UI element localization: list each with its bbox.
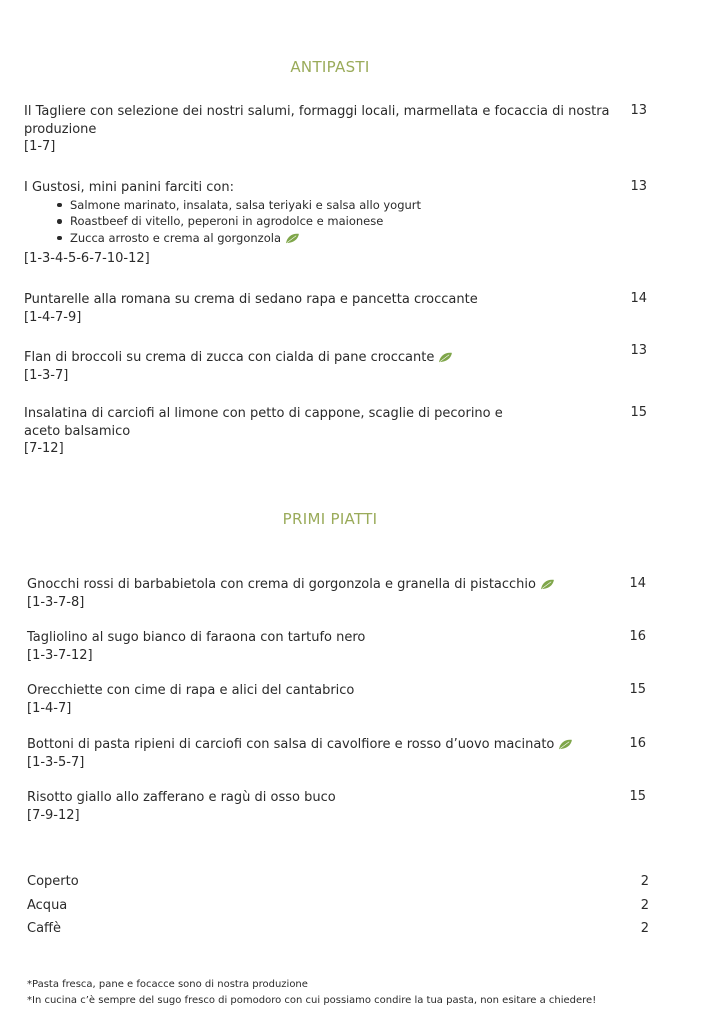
menu-item [27, 789, 617, 824]
leaf-icon [558, 739, 573, 750]
item-description: Orecchiette con cime di rapa e alici del cantabrico [27, 683, 355, 698]
extra-row [27, 921, 649, 945]
menu-item [27, 576, 617, 611]
item-price: 14 [629, 576, 646, 591]
item-description: Bottoni di pasta ripieni di carciofi con salsa di cavolfiore e rosso d’uovo macinato [27, 736, 617, 754]
allergen-codes: [1-4-7-9] [24, 309, 82, 325]
footnote: *In cucina c’è sempre del sugo fresco di pomodoro con cui possiamo condire la tua pasta, non esitare a chiedere! [27, 995, 597, 1006]
leaf-icon [540, 579, 555, 590]
item-price: 15 [630, 405, 647, 420]
leaf-icon [438, 352, 453, 363]
item-description: Flan di broccoli su crema di zucca con cialda di pane croccante [24, 349, 614, 367]
extra-label: Caffè [27, 921, 61, 936]
allergen-codes: [1-3-7-8] [27, 594, 85, 610]
item-description: Gnocchi rossi di barbabietola con crema di gorgonzola e granella di pistacchio [27, 576, 617, 594]
menu-item [27, 736, 617, 771]
menu-item [24, 179, 614, 268]
allergen-codes: [1-3-4-5-6-7-10-12] [24, 251, 150, 266]
item-description: Insalatina di carciofi al limone con petto di cappone, scaglie di pecorino e aceto balsamico [24, 406, 503, 439]
footnote: *Pasta fresca, pane e focacce sono di nostra produzione [27, 979, 308, 990]
allergen-codes: [1-3-5-7] [27, 754, 85, 770]
leaf-icon [285, 233, 300, 244]
allergen-codes: [7-12] [24, 441, 64, 456]
bullet-item: Roastbeef di vitello, peperoni in agrodolce e maionese [70, 213, 614, 230]
item-price: 13 [630, 343, 647, 358]
section-title-primi: PRIMI PIATTI [282, 510, 378, 528]
menu-item [24, 103, 614, 156]
menu-item [27, 682, 617, 717]
menu-item [27, 629, 617, 664]
item-price: 13 [630, 103, 647, 118]
item-description: Tagliolino al sugo bianco di faraona con tartufo nero [27, 630, 366, 645]
item-bullets [24, 197, 614, 247]
item-price: 13 [630, 179, 647, 194]
item-description: Il Tagliere con selezione dei nostri salumi, formaggi locali, marmellata e focaccia di nostra produzione [24, 104, 610, 137]
item-price: 16 [629, 629, 646, 644]
footnotes [27, 977, 596, 1009]
item-price: 16 [629, 736, 646, 751]
extra-row [27, 898, 649, 922]
extra-price: 2 [640, 874, 649, 889]
item-description: Risotto giallo allo zafferano e ragù di osso buco [27, 790, 336, 805]
item-price: 15 [629, 682, 646, 697]
allergen-codes: [1-3-7-12] [27, 647, 93, 663]
menu-item [24, 291, 614, 326]
item-price: 15 [629, 789, 646, 804]
item-description: I Gustosi, mini panini farciti con: [24, 180, 234, 195]
item-description: Puntarelle alla romana su crema di sedano rapa e pancetta croccante [24, 292, 478, 307]
bullet-item: Salmone marinato, insalata, salsa teriyaki e salsa allo yogurt [70, 197, 614, 214]
extra-price: 2 [640, 897, 649, 913]
bullet-item: Zucca arrosto e crema al gorgonzola [70, 230, 614, 247]
menu-item [24, 349, 614, 384]
extra-label: Coperto [27, 874, 79, 889]
extras-list [27, 874, 649, 945]
allergen-codes: [1-4-7] [27, 700, 72, 716]
extra-label: Acqua [27, 897, 68, 913]
allergen-codes: [1-7] [24, 139, 56, 154]
extra-price: 2 [640, 921, 649, 936]
menu-item [24, 405, 534, 458]
allergen-codes: [1-3-7] [24, 367, 69, 383]
extra-row [27, 874, 649, 898]
item-price: 14 [630, 291, 647, 306]
section-title-antipasti: ANTIPASTI [290, 58, 370, 76]
allergen-codes: [7-9-12] [27, 807, 80, 823]
